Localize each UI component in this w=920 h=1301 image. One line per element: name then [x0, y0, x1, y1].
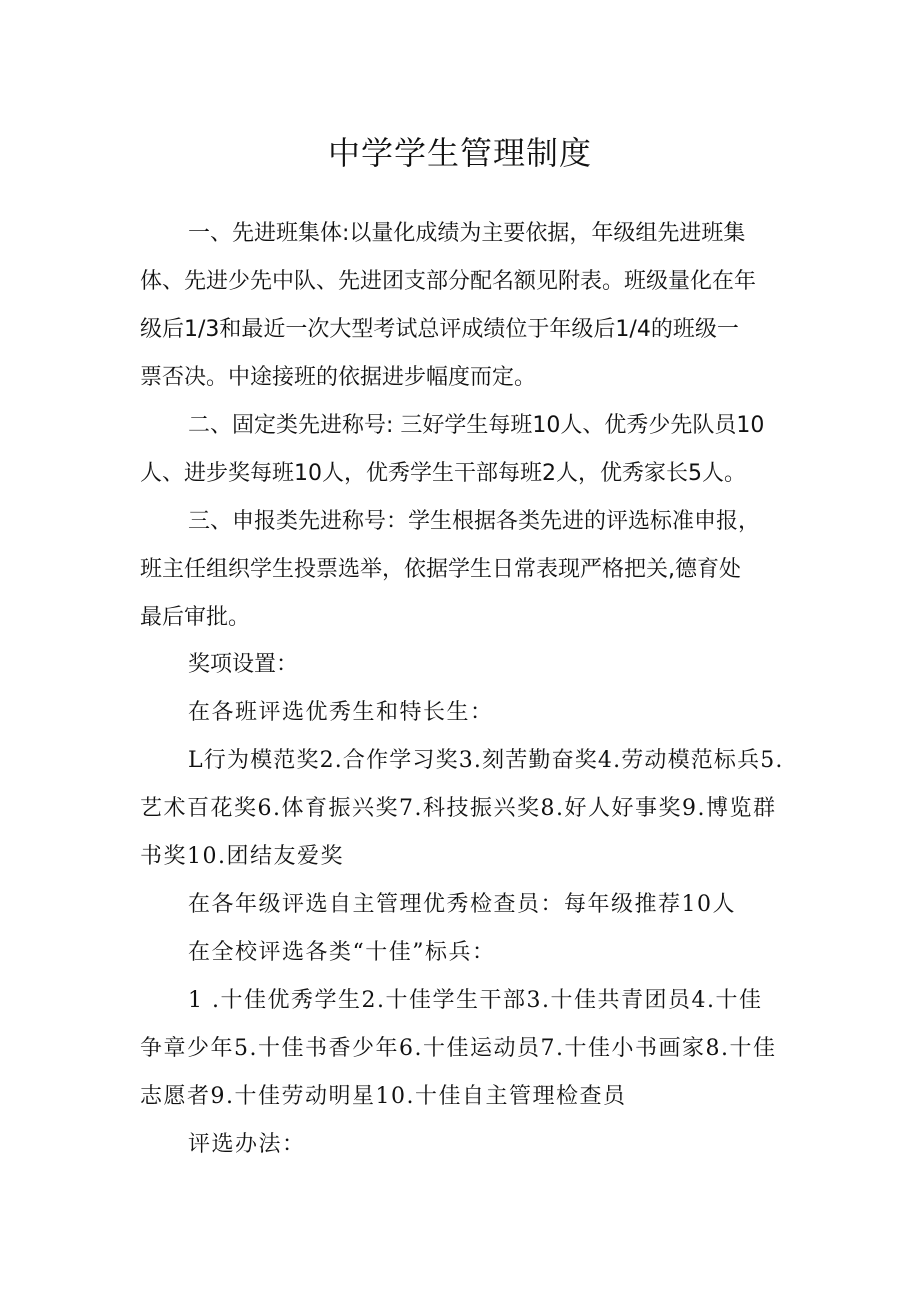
paragraph-line: 书奖10.团结友爱奖	[140, 844, 344, 869]
paragraph-line: 二、固定类先进称号: 三好学生每班10人、优秀少先队员10	[188, 413, 765, 438]
document-title: 中学学生管理制度	[327, 134, 592, 172]
paragraph-line: 体、先进少先中队、先进团支部分配名额见附表。班级量化在年	[140, 269, 757, 294]
section-heading: 奖项设置：	[188, 652, 299, 677]
paragraph-line: 最后审批。	[140, 605, 251, 630]
paragraph-line: 票否决。中途接班的依据进步幅度而定。	[140, 365, 537, 390]
paragraph-line: 志愿者9.十佳劳动明星10.十佳自主管理检查员	[140, 1084, 627, 1109]
paragraph-line: 班主任组织学生投票选举，依据学生日常表现严格把关,德育处	[140, 557, 741, 582]
paragraph-line: 争章少年5.十佳书香少年6.十佳运动员7.十佳小书画家8.十佳	[140, 1036, 777, 1061]
paragraph-line: 三、申报类先进称号：学生根据各类先进的评选标准申报，	[188, 509, 761, 534]
paragraph-line: 1 .十佳优秀学生2.十佳学生干部3.十佳共青团员4.十佳	[188, 988, 763, 1013]
paragraph-line: L行为模范奖2.合作学习奖3.刻苦勤奋奖4.劳动模范标兵5.	[188, 748, 784, 773]
paragraph-line: 级后1/3和最近一次大型考试总评成绩位于年级后1/4的班级一	[140, 317, 739, 342]
section-heading: 评选办法：	[188, 1132, 306, 1157]
paragraph-line: 在各年级评选自主管理优秀检查员：每年级推荐10人	[188, 892, 736, 917]
paragraph-line: 在各班评选优秀生和特长生：	[188, 700, 494, 725]
paragraph-line: 一、先进班集体:以量化成绩为主要依据，年级组先进班集	[188, 221, 746, 246]
paragraph-line: 人、进步奖每班10人，优秀学生干部每班2人，优秀家长5人。	[140, 461, 746, 486]
paragraph-line: 在全校评选各类“十佳”标兵：	[188, 940, 496, 965]
paragraph-line: 艺术百花奖6.体育振兴奖7.科技振兴奖8.好人好事奖9.博览群	[140, 796, 777, 821]
